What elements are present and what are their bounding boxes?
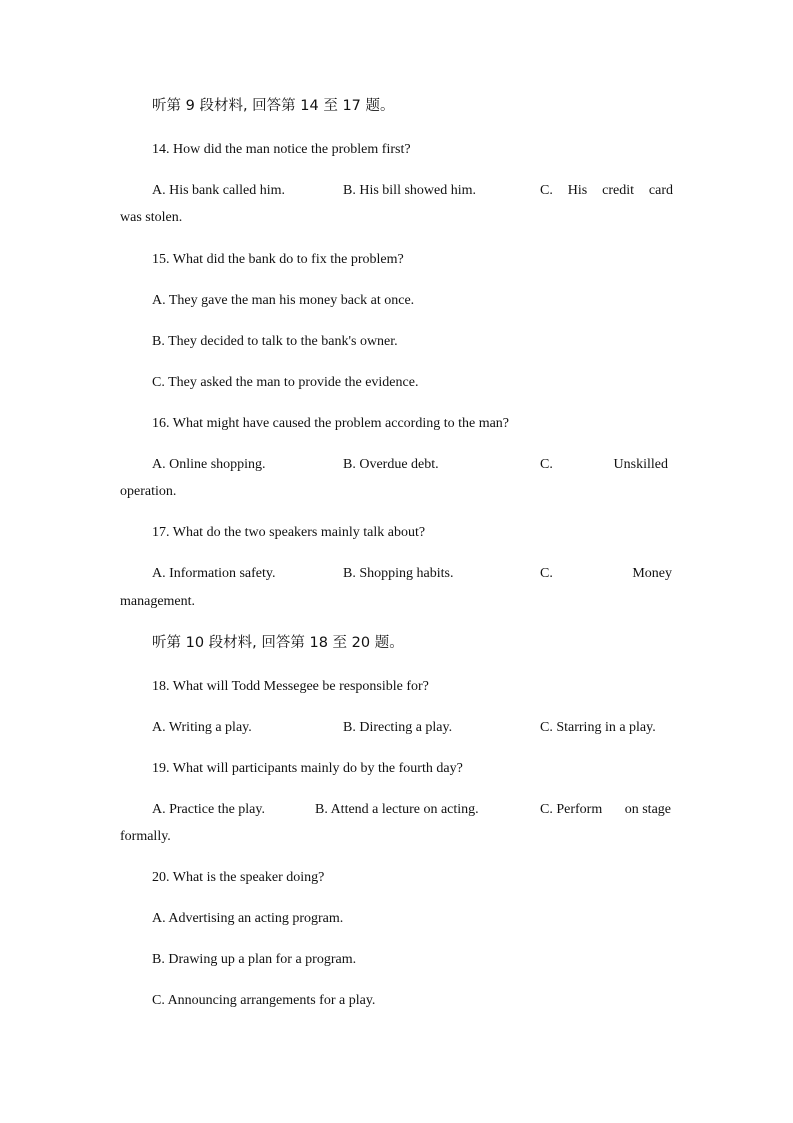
question-20-option-a: A. Advertising an acting program. — [152, 911, 344, 926]
question-17-option-b: B. Shopping habits. — [343, 566, 454, 581]
question-19-option-b: B. Attend a lecture on acting. — [315, 802, 479, 817]
section-10-heading: 听第 10 段材料, 回答第 18 至 20 题。 — [152, 635, 404, 651]
question-16-option-c-continued: operation. — [120, 484, 177, 499]
question-18-option-c: C. Starring in a play. — [540, 720, 656, 735]
question-17-option-c-continued: management. — [120, 594, 196, 609]
question-17-stem: 17. What do the two speakers mainly talk about? — [152, 525, 426, 540]
question-16-stem: 16. What might have caused the problem according to the man? — [152, 416, 510, 431]
question-18-option-a: A. Writing a play. — [152, 720, 252, 735]
q19-c-word: on stage — [624, 802, 671, 817]
question-16-option-a: A. Online shopping. — [152, 457, 266, 472]
question-18-option-b: B. Directing a play. — [343, 720, 453, 735]
question-16-option-c — [540, 455, 668, 475]
q17-c-word: Money — [632, 566, 672, 581]
question-14-option-c-continued: was stolen. — [120, 210, 183, 225]
q17-c-word: C. — [540, 566, 553, 581]
question-14-stem: 14. How did the man notice the problem first? — [152, 142, 411, 157]
question-19-option-c — [540, 800, 671, 820]
q14-c-word: credit — [602, 183, 634, 198]
q16-c-word: Unskilled — [613, 457, 668, 472]
question-17-option-c — [540, 564, 672, 584]
q14-c-word: His — [567, 183, 588, 198]
question-15-option-a: A. They gave the man his money back at once. — [152, 293, 415, 308]
q16-c-word: C. — [540, 457, 553, 472]
q14-c-word: card — [648, 183, 673, 198]
question-14-option-a: A. His bank called him. — [152, 183, 285, 198]
section-9-heading: 听第 9 段材料, 回答第 14 至 17 题。 — [152, 98, 395, 114]
question-14-option-b: B. His bill showed him. — [343, 183, 477, 198]
question-14-option-c — [540, 181, 673, 201]
question-20-option-b: B. Drawing up a plan for a program. — [152, 952, 357, 967]
question-19-option-c-continued: formally. — [120, 829, 171, 844]
question-20-option-c: C. Announcing arrangements for a play. — [152, 993, 376, 1008]
question-18-stem: 18. What will Todd Messegee be responsible for? — [152, 679, 429, 694]
question-19-stem: 19. What will participants mainly do by the fourth day? — [152, 761, 463, 776]
question-17-option-a: A. Information safety. — [152, 566, 276, 581]
q19-c-word: C. Perform — [540, 802, 603, 817]
q14-c-word: C. — [540, 183, 553, 198]
question-15-stem: 15. What did the bank do to fix the problem? — [152, 252, 404, 267]
question-15-option-b: B. They decided to talk to the bank's owner. — [152, 334, 398, 349]
question-15-option-c: C. They asked the man to provide the evidence. — [152, 375, 419, 390]
question-20-stem: 20. What is the speaker doing? — [152, 870, 325, 885]
question-16-option-b: B. Overdue debt. — [343, 457, 439, 472]
question-19-option-a: A. Practice the play. — [152, 802, 265, 817]
